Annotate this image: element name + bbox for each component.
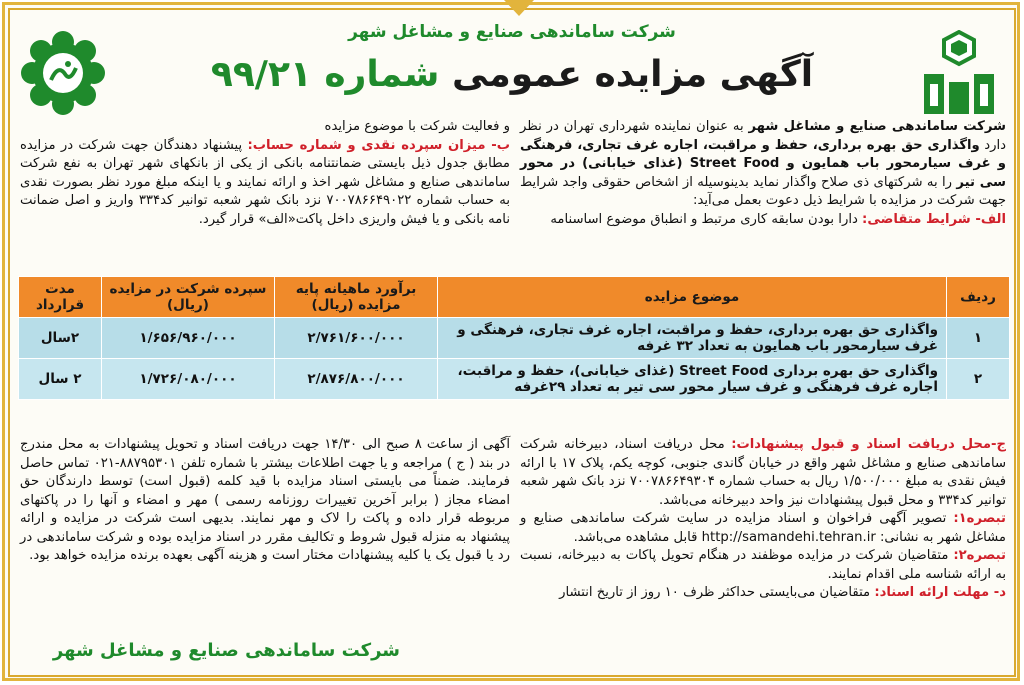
- intro-section: [520, 118, 1006, 229]
- documents-title: ج-محل دریافت اسناد و قبول پیشنهادات:: [731, 437, 1007, 452]
- cell-subject: واگذاری حق بهره برداری Street Food (غذای خیابانی)، حفظ و مراقبت، اجاره غرف فرهنگی و غرف سیار محور سی تیر به تعداد ۲۹غرفه: [438, 359, 947, 400]
- intro-subject: واگذاری حق بهره برداری، حفظ و مراقبت، اجاره غرف تجاری، فرهنگی و غرف سیارمحور باب همایون و Street Food (غذای خیابانی) در محور سی تیر: [520, 137, 1007, 190]
- conditions-title: الف- شرایط متقاضی:: [862, 211, 1006, 227]
- deadline-title: د- مهلت ارائه اسناد:: [874, 585, 1006, 600]
- cell-deposit: ۱/۷۲۶/۰۸۰/۰۰۰: [102, 359, 275, 400]
- deposit-title: ب- میزان سپرده نقدی و شماره حساب:: [247, 137, 510, 153]
- note1-text: تصویر آگهی فراخوان و اسناد مزایده در سایت شرکت ساماندهی صنایع و مشاغل شهر به نشانی: http://samandehi.tehran.ir قابل مشاهده می‌باشد.: [520, 511, 1006, 545]
- auction-table: [18, 276, 1010, 400]
- cell-estimate: ۲/۷۶۱/۶۰۰/۰۰۰: [275, 318, 438, 359]
- company-name: شرکت ساماندهی صنایع و مشاغل شهر: [348, 22, 676, 42]
- cell-deposit: ۱/۶۵۶/۹۶۰/۰۰۰: [102, 318, 275, 359]
- cell-duration: ۲ سال: [19, 359, 102, 400]
- table-row: [19, 318, 1010, 359]
- submission-section: [20, 436, 510, 566]
- col-subject: موضوع مزایده: [438, 277, 947, 318]
- deposit-lead: و فعالیت شرکت با موضوع مزایده: [324, 119, 510, 134]
- cell-row-no: ۱: [947, 318, 1010, 359]
- deposit-section: [20, 118, 510, 229]
- cell-row-no: ۲: [947, 359, 1010, 400]
- deadline-text: متقاضیان می‌بایستی حداکثر ظرف ۱۰ روز از تاریخ انتشار: [559, 585, 875, 600]
- page-title: [0, 54, 1024, 95]
- headline-number: شماره ۹۹/۲۱: [210, 54, 440, 95]
- table-header-row: [19, 277, 1010, 318]
- note1-title: تبصره۱:: [953, 511, 1006, 526]
- note2-title: تبصره۲:: [953, 548, 1006, 563]
- deposit-text: پیشنهاد دهندگان جهت شرکت در مزایده مطابق جدول ذیل بایستی ضمانتنامه بانکی از یکی از بانکهای شهر تهران به نفع شرکت ساماندهی صنایع و مشاغل شهر اخذ و ارائه نمایند و یا اینکه مبلغ مورد نظر بصورت نقدی به حساب شماره ۷۰۰۷۸۶۶۴۹۰۲۲ نزد بانک شهر شعبه توانیر کد۳۳۴ واریز و اصل ضمانت نامه بانکی و یا فیش واریزی داخل پاکت«الف» قرار گیرد.: [20, 137, 511, 227]
- col-duration: مدت قرارداد: [19, 277, 102, 318]
- submission-text: آگهی از ساعت ۸ صبح الی ۱۴/۳۰ جهت دریافت اسناد و تحویل پیشنهادات به محل مندرج در بند ( ج ) مراجعه و یا جهت اطلاعات بیشتر با شماره تلفن ۸۸۷۹۵۳۰۱-۰۲۱ تماس حاصل فرمایند. ضمناً می بایستی اسناد مزایده با قید کلمه (قبول است) توسط دارندگان حق امضاء مجاز ( برابر آخرین تغییرات روزنامه رسمی ) مهر و امضاء و آنها را در پاکتهای مربوطه قرار داده و پاکت را لاک و مهر نمایند. بدیهی است شرکت در مزایده و ارائه پیشنهاد به منزله قبول شروط و تکالیف مقرر در اسناد مزایده بوده و شرکت ساماندهی در رد یا قبول یک یا کلیه پیشنهادات مختار است و هزینه آگهی بعهده برنده مزایده خواهد بود.: [20, 437, 510, 563]
- conditions-text: دارا بودن سابقه کاری مرتبط و انطباق موضوع اساسنامه: [550, 211, 863, 227]
- col-row-no: ردیف: [947, 277, 1010, 318]
- intro-text: به عنوان نماینده شهرداری تهران در نظر دارد: [520, 119, 1006, 153]
- col-estimate: برآورد ماهیانه پایه مزایده (ریال): [275, 277, 438, 318]
- intro-invite: را به شرکتهای ذی صلاح واگذار نماید بدینوسیله از اشخاص حقوقی واجد شرایط جهت شرکت در مزایده با شرایط ذیل دعوت بعمل می‌آید:: [520, 174, 1006, 208]
- headline-title: آگهی مزایده عمومی: [452, 54, 814, 95]
- table-row: [19, 359, 1010, 400]
- cell-duration: ۲سال: [19, 318, 102, 359]
- cell-subject: واگذاری حق بهره برداری، حفظ و مراقبت، اجاره غرف تجاری، فرهنگی و غرف سیارمحور باب همایون به تعداد ۳۲ غرفه: [438, 318, 947, 359]
- intro-company: شرکت ساماندهی صنایع و مشاغل شهر: [748, 119, 1007, 134]
- footer-company: شرکت ساماندهی صنایع و مشاغل شهر: [52, 640, 400, 661]
- note2-text: متقاضیان شرکت در مزایده موظفند در هنگام تحویل پاکات به دبیرخانه، نسبت به ارائه شناسه ملی اقدام نمایند.: [520, 548, 1006, 582]
- documents-section: [520, 436, 1006, 603]
- documents-text: محل دریافت اسناد، دبیرخانه شرکت ساماندهی صنایع و مشاغل شهر واقع در خیابان گاندی جنوبی، کوچه یکم، پلاک ۱۷ با ارائه فیش نقدی به مبلغ ۱/۵۰۰/۰۰۰ ریال به حساب شماره ۷۰۰۷۸۶۶۴۹۳۰۴ نزد بانک شهر شعبه توانیر کد۳۳۴ و محل قبول پیشنهادات نیز واحد دبیرخانه می‌باشد.: [520, 437, 1007, 508]
- col-deposit: سپرده شرکت در مزایده (ریال): [102, 277, 275, 318]
- cell-estimate: ۲/۸۷۶/۸۰۰/۰۰۰: [275, 359, 438, 400]
